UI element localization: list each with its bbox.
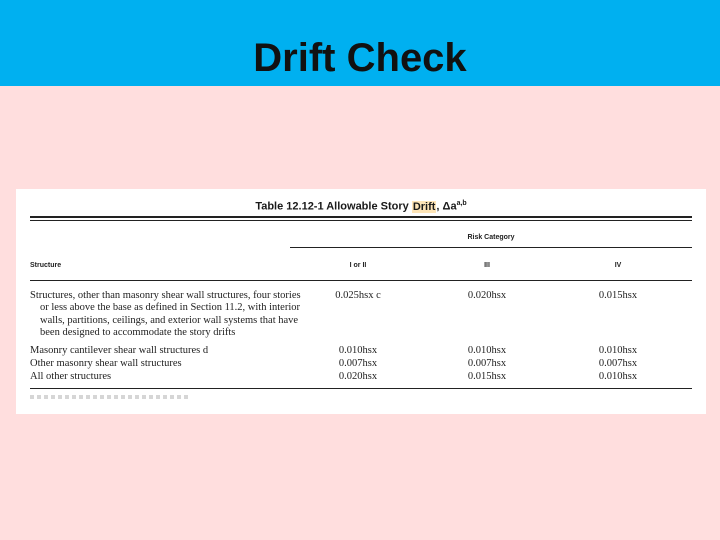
row-1-line-2: or less above the base as defined in Section 11.2, with interior: [40, 302, 301, 313]
row-4-label: All other structures: [30, 371, 112, 382]
row-2-value-iv: 0.010hsx: [598, 345, 638, 356]
table-top-rule: [30, 216, 692, 218]
row-3-value-i-ii: 0.007hsx: [338, 358, 378, 369]
row-1-value-i-ii: 0.025hsx c: [335, 290, 381, 301]
row-4-value-iii: 0.015hsx: [467, 371, 507, 382]
risk-category-rule: [290, 247, 692, 248]
row-3-value-iv: 0.007hsx: [598, 358, 638, 369]
slide-title: Drift Check: [253, 36, 467, 80]
title-bar: [0, 0, 720, 86]
header-bottom-rule: [30, 280, 692, 281]
row-1-line-3: walls, partitions, ceilings, and exterior wall systems that have: [40, 315, 299, 326]
column-header-i-ii: I or II: [349, 262, 367, 269]
row-4-value-iv: 0.010hsx: [598, 371, 638, 382]
table-title-superscript: a,b: [456, 200, 467, 207]
column-header-iv: IV: [614, 262, 622, 269]
row-3-value-iii: 0.007hsx: [467, 358, 507, 369]
table-title-prefix: Table 12.12-1 Allowable Story: [255, 200, 412, 213]
row-1-line-4: been designed to accommodate the story drifts: [40, 327, 236, 338]
cut-off-footnote-text: [30, 395, 190, 399]
row-3-label: Other masonry shear wall structures: [30, 358, 182, 369]
row-2-value-i-ii: 0.010hsx: [338, 345, 378, 356]
risk-category-header: Risk Category: [467, 234, 515, 241]
column-header-iii: III: [484, 262, 490, 269]
row-2-label: Masonry cantilever shear wall structures d: [30, 345, 209, 356]
row-1-line-1: Structures, other than masonry shear wall structures, four stories: [30, 290, 301, 301]
row-1-value-iv: 0.015hsx: [598, 290, 638, 301]
drift-table-image: [16, 189, 706, 414]
column-header-structure: Structure: [30, 262, 62, 269]
row-4-value-i-ii: 0.020hsx: [338, 371, 378, 382]
row-2-value-iii: 0.010hsx: [467, 345, 507, 356]
table-top-rule-2: [30, 220, 692, 221]
row-1-value-iii: 0.020hsx: [467, 290, 507, 301]
table-bottom-rule: [30, 388, 692, 389]
table-title-highlight: Drift: [412, 200, 436, 213]
table-title: [16, 200, 706, 213]
table-title-suffix: , Δa: [436, 200, 457, 213]
